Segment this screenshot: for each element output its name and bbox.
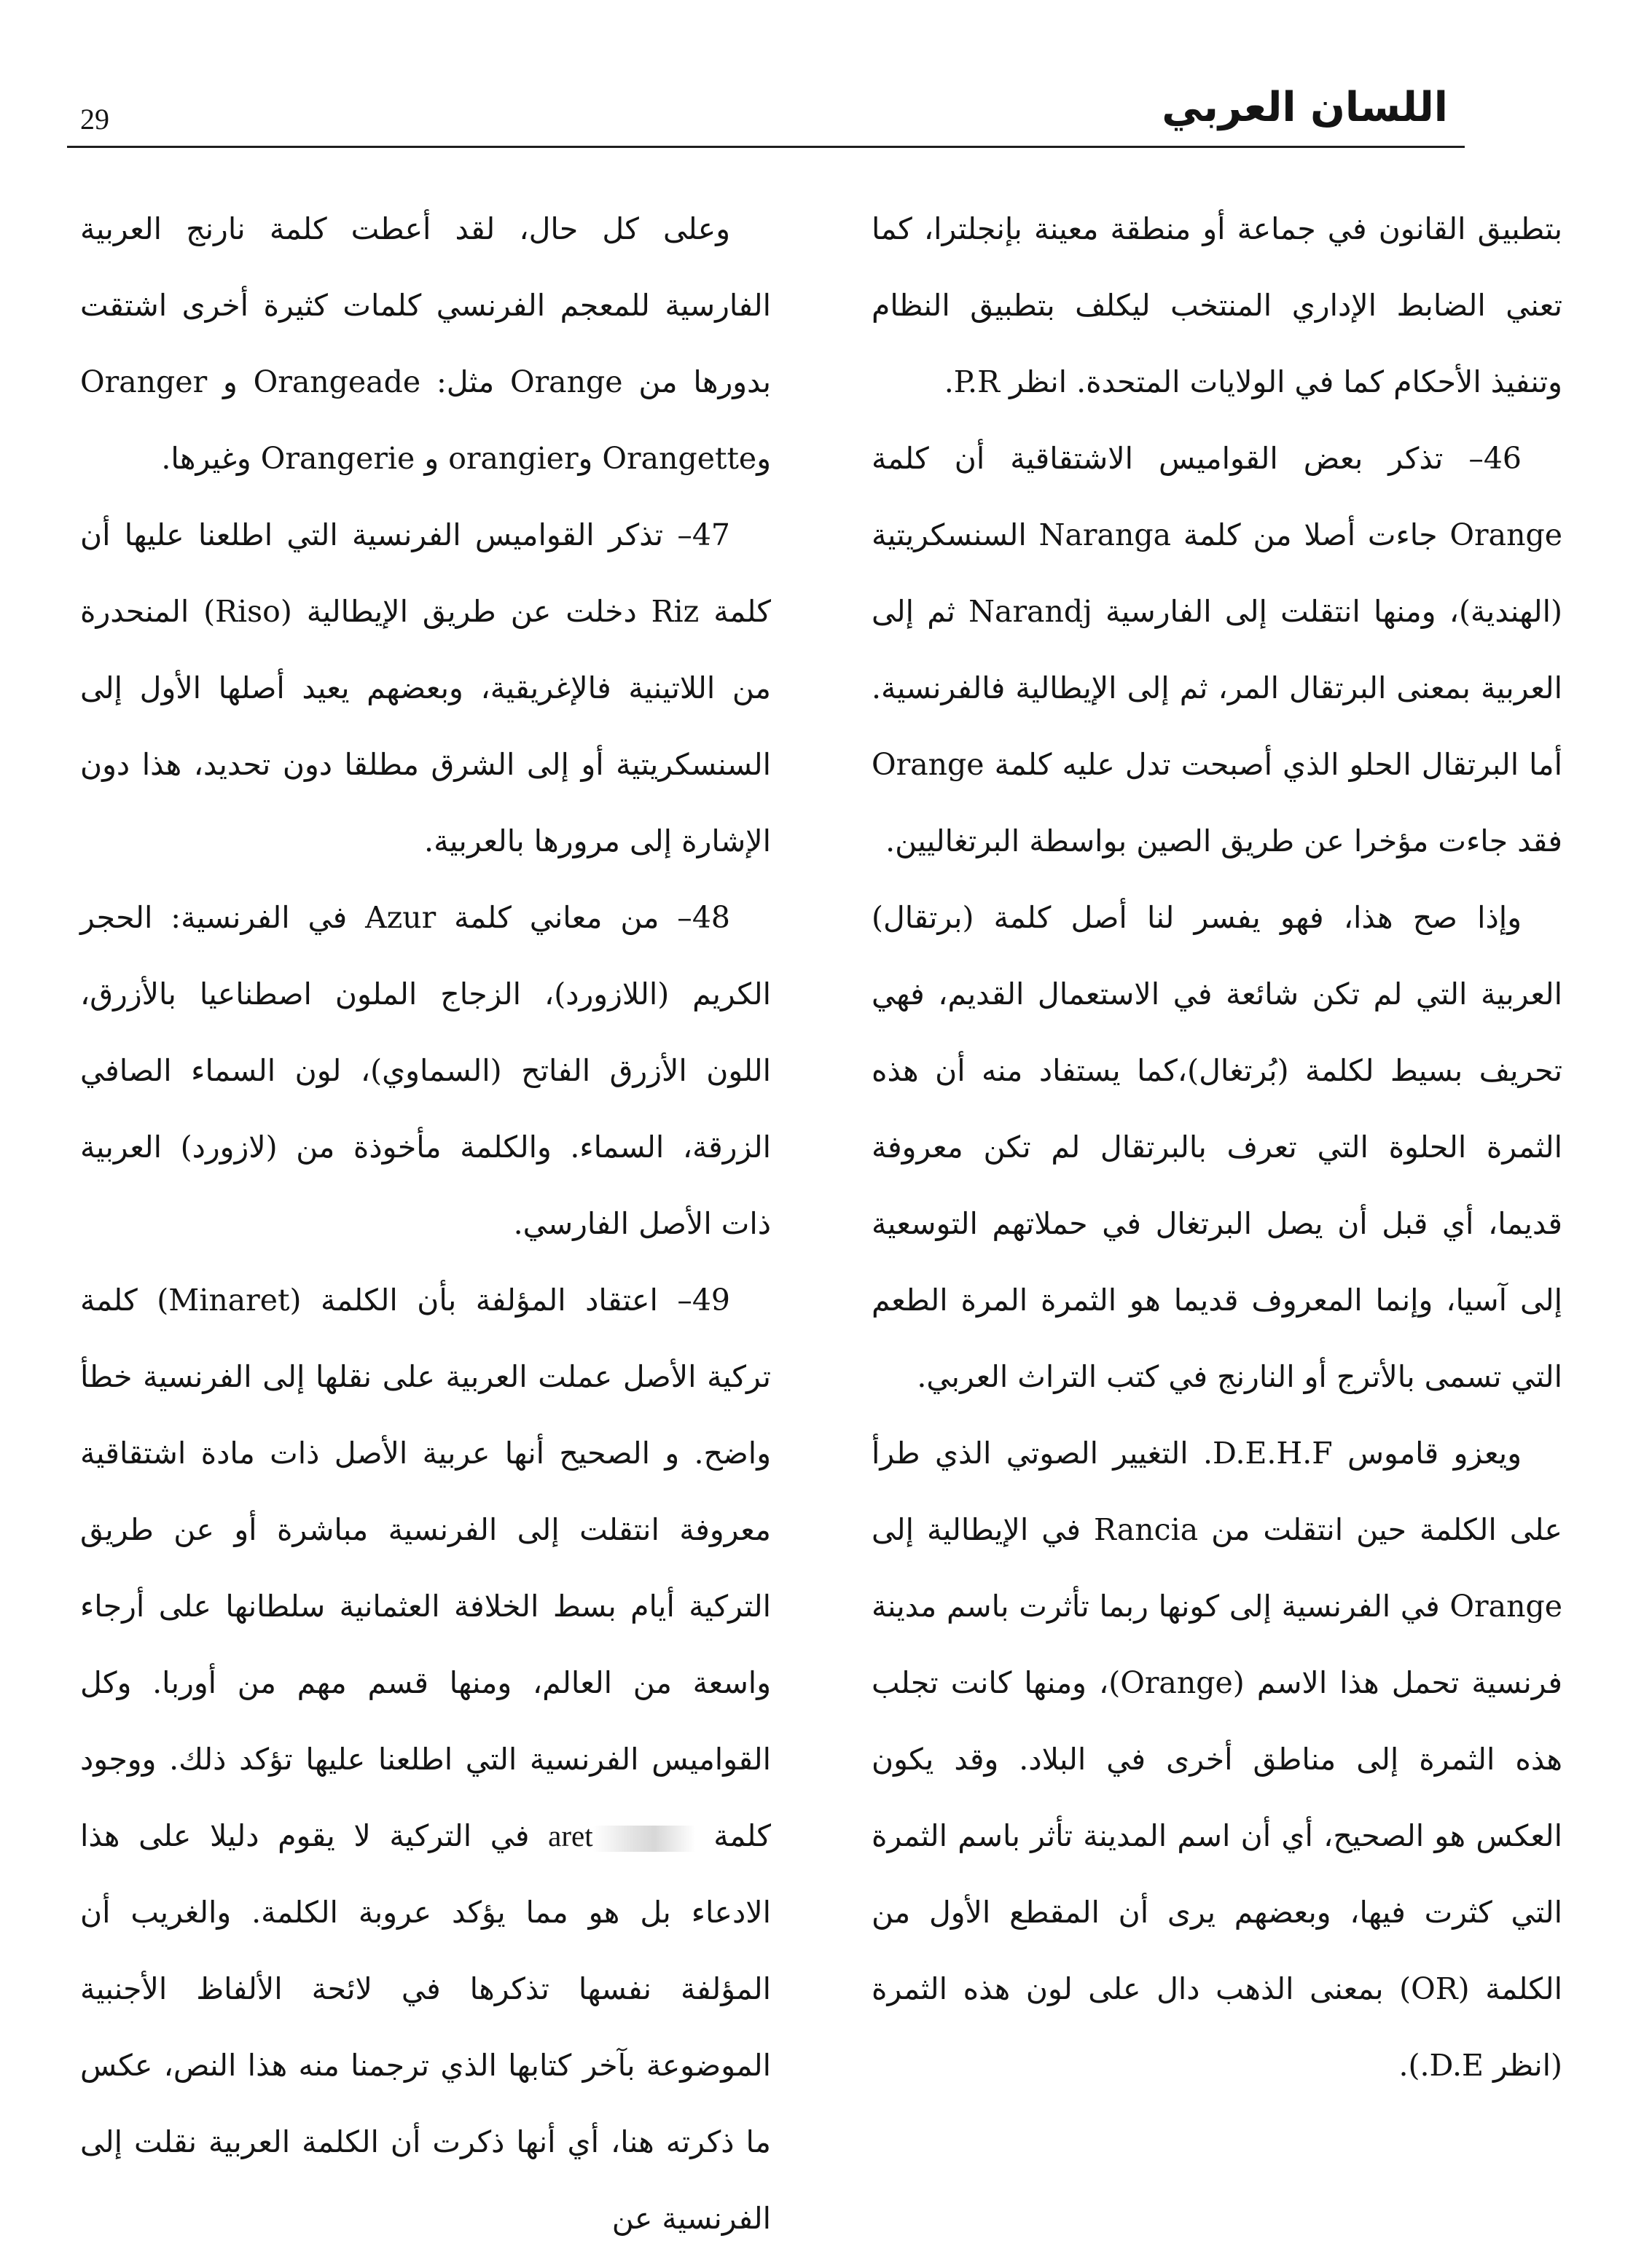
paragraph-portugal: وإذا صح هذا، فهو يفسر لنا أصل كلمة (برتقال) العربية التي لم تكن شائعة في الاستعمال القديم، فهي تحريف بسيط لكلمة (بُرتغال)،كما يستفاد منه أن هذه الثمرة الحلوة التي تعرف بالبرتقال لم تكن معروفة قديما، أي قبل أن يصل البرتغال في حملاتهم التوسعية إلى آسيا، وإنما المعروف قديما هو الثمرة المرة الطعم التي تسمى بالأترج أو النارنج في كتب التراث العربي. bbox=[872, 900, 1562, 1394]
page-number: 29 bbox=[80, 103, 109, 136]
note-49-text-b: في التركية لا يقوم دليلا على هذا الادعاء بل هو مما يؤكد عروبة الكلمة. والغريب أن المؤلفة نفسها تذكرها في لائحة الألفاظ الأجنبية الموضوعة بآخر كتابها الذي ترجمنا منه هذا النص، عكس ما ذكرته هنا، أي أنها ذكرت أن الكلمة العربية نقلت إلى الفرنسية عن bbox=[80, 1818, 771, 2236]
note-46: 46– تذكر بعض القواميس الاشتقاقية أن كلمة Orange جاءت أصلا من كلمة Naranga السنسكريتية (الهندية)، ومنها انتقلت إلى الفارسية Narandj ثم إلى العربية بمعنى البرتقال المر، ثم إلى الإيطالية فالفرنسية. أما البرتقال الحلو الذي أصبحت تدل عليه كلمة Orange فقد جاءت مؤخرا عن طريق الصين بواسطة البرتغاليين. bbox=[872, 441, 1563, 858]
note-47: 47– تذكر القواميس الفرنسية التي اطلعنا عليها أن كلمة Riz دخلت عن طريق الإيطالية (Riso) المنحدرة من اللاتينية فالإغريقية، وبعضهم يعيد أصلها الأول إلى السنسكريتية أو إلى الشرق مطلقا دون تحديد، هذا دون الإشارة إلى مرورها بالعربية. bbox=[80, 517, 771, 858]
note-49-text-a: 49– اعتقاد المؤلفة بأن الكلمة (Minaret) كلمة تركية الأصل عملت العربية على نقلها إلى الفرنسية خطأ واضح. و الصحيح أنها عربية الأصل ذات مادة اشتقاقية معروفة انتقلت إلى الفرنسية مباشرة أو عن طريق التركية أيام بسط الخلافة العثمانية سلطانها على أرجاء واسعة من العالم، ومنها قسم مهم من أوربا. وكل القواميس الفرنسية التي اطلعنا عليها تؤكد ذلك. ووجود كلمة bbox=[80, 1283, 771, 1853]
paragraph-dehf: ويعزو قاموس D.E.H.F. التغيير الصوتي الذي طرأ على الكلمة حين انتقلت من Rancia في الإيطالية إلى Orange في الفرنسية إلى كونها ربما تأثرت باسم مدينة فرنسية تحمل هذا الاسم (Orange)، ومنها كانت تجلب هذه الثمرة إلى مناطق أخرى في البلاد. وقد يكون العكس هو الصحيح، أي أن اسم المدينة تأثر باسم الثمرة التي كثرت فيها، وبعضهم يرى أن المقطع الأول من الكلمة (OR) بمعنى الذهب دال على لون هذه الثمرة (انظر D.E.). bbox=[872, 1436, 1562, 2083]
left-column bbox=[80, 191, 771, 2236]
paragraph-continuation: بتطبيق القانون في جماعة أو منطقة معينة بإنجلترا، كما تعني الضابط الإداري المنتخب ليكلف بتطبيق النظام وتنفيذ الأحكام كما في الولايات المتحدة. انظر P.R. bbox=[872, 211, 1562, 399]
header-divider bbox=[67, 146, 1465, 148]
note-48: 48– من معاني كلمة Azur في الفرنسية: الحجر الكريم (اللازورد)، الزجاج الملون اصطناعيا بالأزرق، اللون الأزرق الفاتح (السماوي)، لون السماء الصافي الزرقة، السماء. والكلمة مأخوذة من (لازورد) العربية ذات الأصل الفارسي. bbox=[80, 900, 771, 1241]
journal-title: اللسان العربي bbox=[1162, 84, 1448, 131]
minaret-word-fragment: aret bbox=[548, 1819, 593, 1853]
note-49 bbox=[80, 1262, 771, 2257]
paragraph-orange-derivatives: وعلى كل حال، لقد أعطت كلمة نارنج العربية الفارسية للمعجم الفرنسي كلمات كثيرة أخرى اشتقت بدورها من Orange مثل: Orangeade و Oranger وOrangette وorangier و Orangerie وغيرها. bbox=[80, 211, 771, 476]
right-column bbox=[872, 191, 1562, 2202]
smudged-word bbox=[593, 1826, 695, 1852]
